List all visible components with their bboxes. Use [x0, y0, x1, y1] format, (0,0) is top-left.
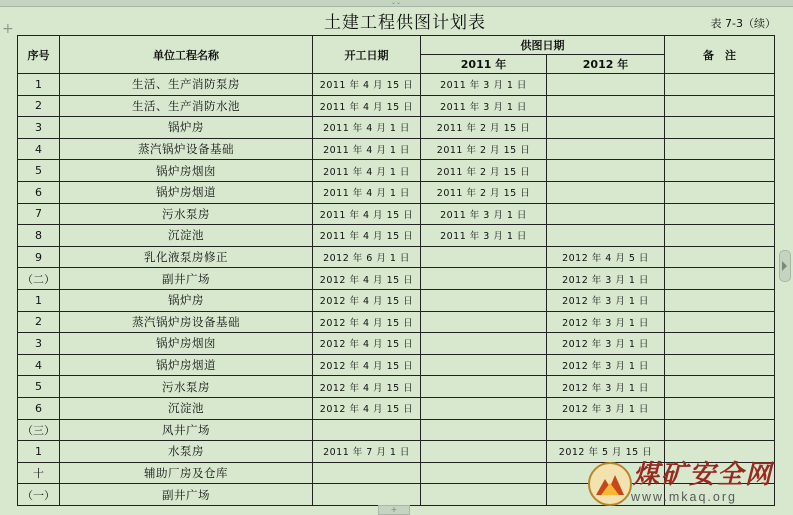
table-row [18, 203, 775, 225]
chevron-down-icon[interactable]: ⌄⌄ [390, 0, 402, 6]
row-remark [665, 181, 775, 203]
row-supply-2011: 2011 年 2 月 15 日 [421, 138, 547, 160]
row-remark [665, 397, 775, 419]
row-seq: 8 [18, 225, 60, 247]
row-seq: （一） [18, 484, 60, 506]
header-name: 单位工程名称 [60, 36, 313, 74]
row-supply-2011 [421, 441, 547, 463]
row-name: 生活、生产消防泵房 [60, 74, 313, 96]
table-note: 表 7-3（续） [710, 17, 776, 30]
row-start-date [313, 484, 421, 506]
row-remark [665, 333, 775, 355]
row-name: 锅炉房烟囱 [60, 333, 313, 355]
row-start-date: 2012 年 4 月 15 日 [313, 268, 421, 290]
row-supply-2011: 2011 年 2 月 15 日 [421, 160, 547, 182]
table-row [18, 268, 775, 290]
row-supply-2012 [547, 95, 665, 117]
row-start-date: 2011 年 4 月 1 日 [313, 181, 421, 203]
row-supply-2012: 2012 年 4 月 5 日 [547, 246, 665, 268]
row-supply-2012: 2012 年 3 月 1 日 [547, 268, 665, 290]
row-supply-2012 [547, 181, 665, 203]
row-name: 污水泵房 [60, 203, 313, 225]
row-supply-2011 [421, 246, 547, 268]
row-start-date: 2011 年 4 月 15 日 [313, 74, 421, 96]
row-supply-2011 [421, 484, 547, 506]
row-name: 污水泵房 [60, 376, 313, 398]
table-row [18, 376, 775, 398]
row-supply-2012 [547, 203, 665, 225]
row-seq: 1 [18, 441, 60, 463]
table-row [18, 160, 775, 182]
row-name: 锅炉房烟道 [60, 181, 313, 203]
row-start-date: 2011 年 7 月 1 日 [313, 441, 421, 463]
row-supply-2011 [421, 419, 547, 441]
row-start-date: 2011 年 4 月 1 日 [313, 117, 421, 139]
row-remark [665, 138, 775, 160]
row-supply-2011 [421, 376, 547, 398]
top-drag-bar[interactable] [0, 0, 793, 7]
table-row [18, 117, 775, 139]
row-start-date [313, 462, 421, 484]
row-start-date: 2012 年 4 月 15 日 [313, 397, 421, 419]
row-name: 蒸汽锅炉房设备基础 [60, 311, 313, 333]
header-year-2012: 2012 年 [547, 55, 665, 74]
row-remark [665, 246, 775, 268]
row-name: 蒸汽锅炉设备基础 [60, 138, 313, 160]
row-remark [665, 160, 775, 182]
table-body [18, 74, 775, 506]
row-supply-2011: 2011 年 3 月 1 日 [421, 225, 547, 247]
row-start-date: 2012 年 6 月 1 日 [313, 246, 421, 268]
row-seq: 2 [18, 311, 60, 333]
row-remark [665, 225, 775, 247]
row-supply-2011: 2011 年 2 月 15 日 [421, 181, 547, 203]
row-seq: 5 [18, 160, 60, 182]
table-row [18, 225, 775, 247]
row-remark [665, 203, 775, 225]
row-name: 沉淀池 [60, 225, 313, 247]
row-name: 辅助厂房及仓库 [60, 462, 313, 484]
row-name: 锅炉房烟囱 [60, 160, 313, 182]
chevron-right-icon [782, 261, 787, 271]
bottom-expand-button[interactable]: + [378, 505, 410, 515]
row-remark [665, 95, 775, 117]
row-supply-2011 [421, 397, 547, 419]
row-start-date: 2011 年 4 月 15 日 [313, 203, 421, 225]
row-seq: 3 [18, 117, 60, 139]
row-seq: 5 [18, 376, 60, 398]
row-start-date: 2012 年 4 月 15 日 [313, 354, 421, 376]
header-seq: 序号 [18, 36, 60, 74]
row-remark [665, 419, 775, 441]
row-name: 水泵房 [60, 441, 313, 463]
watermark-text: 煤矿安全网 [633, 460, 774, 490]
row-remark [665, 117, 775, 139]
row-supply-2011 [421, 462, 547, 484]
row-supply-2011 [421, 289, 547, 311]
row-supply-2011: 2011 年 2 月 15 日 [421, 117, 547, 139]
row-seq: 4 [18, 138, 60, 160]
row-name: 副井广场 [60, 268, 313, 290]
row-start-date: 2012 年 4 月 15 日 [313, 376, 421, 398]
row-seq: 3 [18, 333, 60, 355]
table-row [18, 397, 775, 419]
row-seq: （三） [18, 419, 60, 441]
row-name: 锅炉房 [60, 289, 313, 311]
row-seq: 6 [18, 181, 60, 203]
row-seq: 9 [18, 246, 60, 268]
row-name: 副井广场 [60, 484, 313, 506]
row-remark [665, 376, 775, 398]
row-seq: 十 [18, 462, 60, 484]
header-year-2011: 2011 年 [421, 55, 547, 74]
row-seq: 7 [18, 203, 60, 225]
header-row [18, 36, 775, 55]
row-remark [665, 354, 775, 376]
row-name: 沉淀池 [60, 397, 313, 419]
table-row [18, 246, 775, 268]
row-start-date: 2011 年 4 月 15 日 [313, 225, 421, 247]
row-supply-2011 [421, 333, 547, 355]
row-name: 锅炉房烟道 [60, 354, 313, 376]
row-supply-2012 [547, 138, 665, 160]
row-supply-2011: 2011 年 3 月 1 日 [421, 95, 547, 117]
row-supply-2012 [547, 225, 665, 247]
schedule-table [17, 35, 775, 506]
row-supply-2012 [547, 419, 665, 441]
row-supply-2011: 2011 年 3 月 1 日 [421, 203, 547, 225]
mine-helmet-icon [587, 461, 633, 507]
row-remark [665, 268, 775, 290]
row-name: 乳化液泵房修正 [60, 246, 313, 268]
row-supply-2012: 2012 年 3 月 1 日 [547, 289, 665, 311]
schedule-table-container [17, 35, 774, 501]
row-supply-2012: 2012 年 3 月 1 日 [547, 333, 665, 355]
watermark-url: www.mkaq.org [631, 490, 737, 504]
row-remark [665, 74, 775, 96]
header-remark: 备 注 [665, 36, 775, 74]
row-start-date: 2011 年 4 月 15 日 [313, 95, 421, 117]
row-supply-2012 [547, 160, 665, 182]
row-supply-2012: 2012 年 3 月 1 日 [547, 376, 665, 398]
table-row [18, 333, 775, 355]
row-start-date: 2012 年 4 月 15 日 [313, 333, 421, 355]
row-supply-2012 [547, 74, 665, 96]
row-start-date: 2012 年 4 月 15 日 [313, 289, 421, 311]
page-title: 土建工程供图计划表 [324, 13, 486, 33]
header-start-date: 开工日期 [313, 36, 421, 74]
row-name: 锅炉房 [60, 117, 313, 139]
row-seq: 4 [18, 354, 60, 376]
row-start-date: 2011 年 4 月 1 日 [313, 138, 421, 160]
row-supply-2011 [421, 354, 547, 376]
row-supply-2012: 2012 年 5 月 15 日 [547, 441, 665, 463]
row-remark [665, 289, 775, 311]
table-row [18, 181, 775, 203]
row-start-date: 2012 年 4 月 15 日 [313, 311, 421, 333]
row-seq: 2 [18, 95, 60, 117]
row-supply-2011: 2011 年 3 月 1 日 [421, 74, 547, 96]
row-name: 生活、生产消防水池 [60, 95, 313, 117]
side-collapse-button[interactable] [779, 250, 791, 282]
row-seq: 1 [18, 289, 60, 311]
table-row [18, 95, 775, 117]
watermark-logo [585, 458, 785, 510]
table-row [18, 311, 775, 333]
row-start-date [313, 419, 421, 441]
table-row [18, 419, 775, 441]
move-handle-icon[interactable]: + [2, 21, 14, 37]
table-row [18, 74, 775, 96]
row-supply-2012 [547, 117, 665, 139]
row-supply-2012: 2012 年 3 月 1 日 [547, 397, 665, 419]
row-start-date: 2011 年 4 月 1 日 [313, 160, 421, 182]
table-row [18, 138, 775, 160]
row-supply-2012: 2012 年 3 月 1 日 [547, 311, 665, 333]
row-supply-2012: 2012 年 3 月 1 日 [547, 354, 665, 376]
table-row [18, 354, 775, 376]
header-supply-date: 供图日期 [421, 36, 665, 55]
row-supply-2011 [421, 268, 547, 290]
row-remark [665, 311, 775, 333]
row-name: 风井广场 [60, 419, 313, 441]
row-seq: 1 [18, 74, 60, 96]
table-row [18, 289, 775, 311]
row-seq: （二） [18, 268, 60, 290]
row-supply-2011 [421, 311, 547, 333]
row-seq: 6 [18, 397, 60, 419]
